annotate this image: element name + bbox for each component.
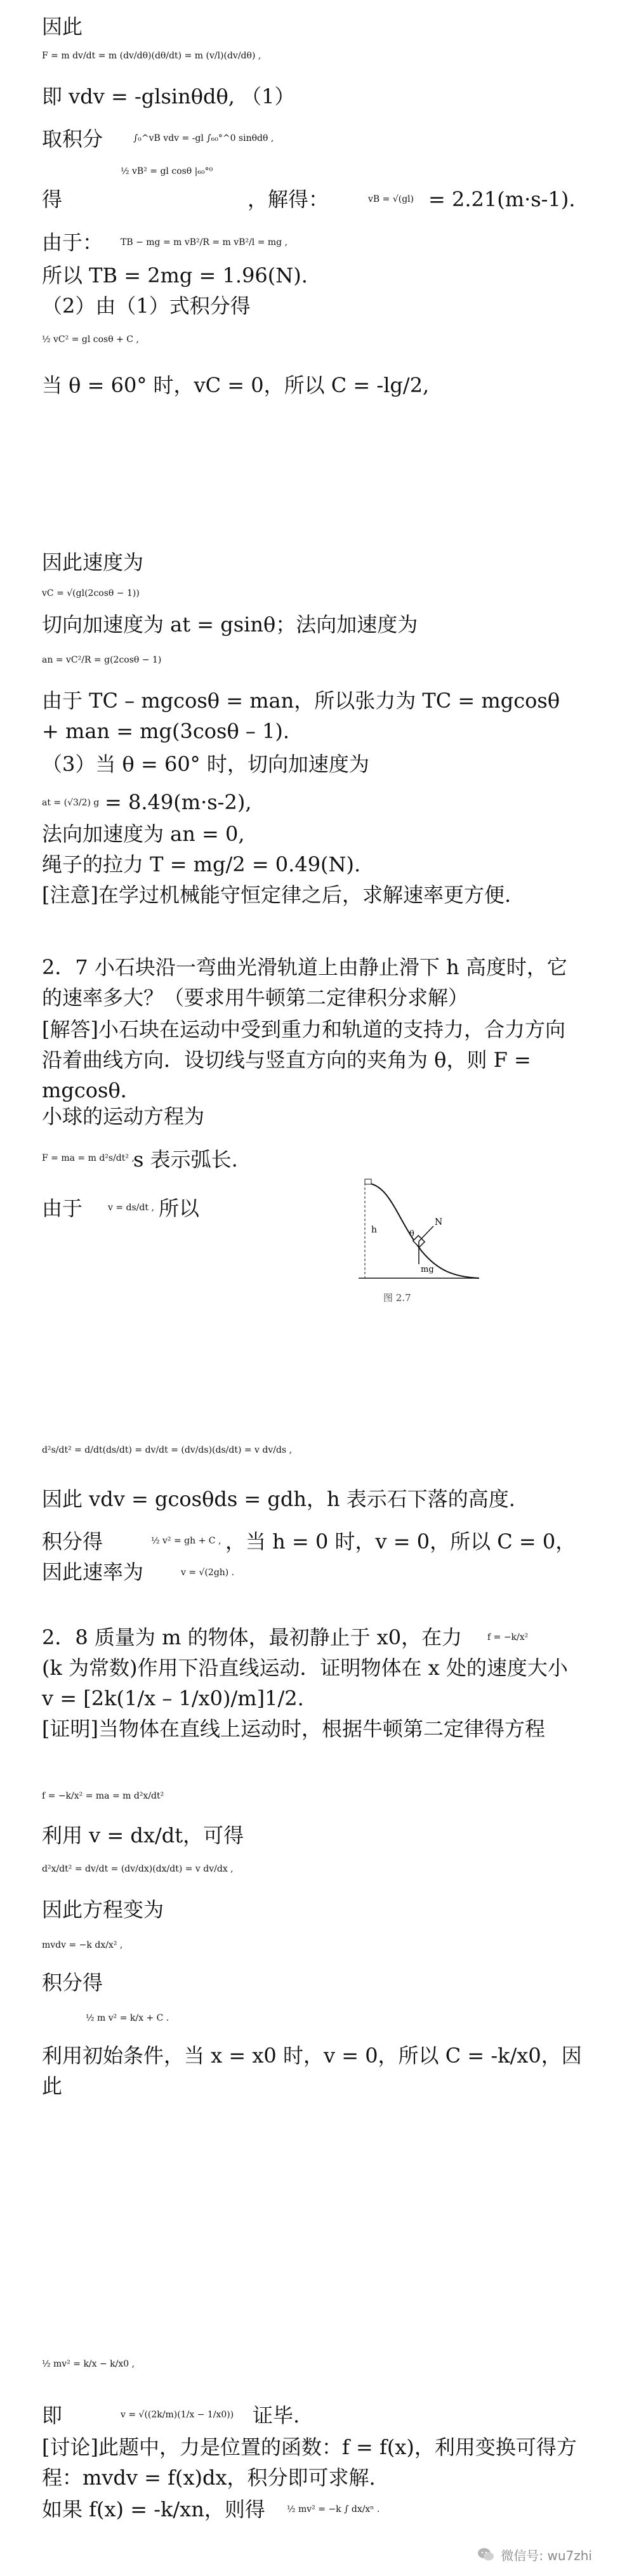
formula: ½ m v² = k/x + C .: [86, 2013, 169, 2023]
curved-track: [365, 1183, 479, 1278]
watermark-text: 微信号: wu7zhi: [501, 2547, 592, 2563]
formula: d²x/dt² = dv/dt = (dv/dx)(dx/dt) = v dv/dx ,: [42, 1864, 234, 1874]
track-figure: [352, 1175, 485, 1290]
formula: F = m dv/dt = m (dv/dθ)(dθ/dt) = m (v/l)(dv/dθ) ,: [42, 51, 261, 61]
formula: v = √((2k/m)(1/x − 1/x0)): [121, 2410, 234, 2420]
formula: at = (√3/2) g: [42, 798, 100, 808]
text-line: 当 θ = 60° 时，vC = 0，所以 C = -lg/2,: [42, 373, 430, 397]
formula: TB − mg = m vB²/R = m vB²/l = mg ,: [121, 237, 288, 248]
label-h: h: [371, 1225, 378, 1235]
text-line: [注意]在学过机械能守恒定律之后，求解速率更方便.: [42, 883, 511, 907]
text-line: 由于 TC – mgcosθ = man，所以张力为 TC = mgcosθ + man = mg(3cosθ – 1).: [42, 689, 560, 743]
text-line: = 8.49(m·s-2),: [105, 790, 252, 814]
text-line: ，当 h = 0 时，v = 0，所以 C = 0，: [225, 1529, 576, 1554]
formula: an = vC²/R = g(2cosθ − 1): [42, 655, 162, 665]
formula: f = −k/x² = ma = m d²x/dt²: [42, 1791, 164, 1801]
text-line: s 表示弧长.: [133, 1147, 238, 1172]
text-line: 利用初始条件，当 x = x0 时，v = 0，所以 C = -k/x0，因此: [42, 2044, 582, 2098]
formula: ½ mv² = k/x − k/x0 ,: [42, 2359, 135, 2369]
text-line: ，解得：: [247, 187, 329, 211]
formula: F = ma = m d²s/dt² ,: [42, 1153, 135, 1163]
text-line: 因此 vdv = gcosθds = gdh，h 表示石下落的高度.: [42, 1487, 515, 1511]
text-line: 因此方程变为: [42, 1898, 164, 1922]
text-line: 因此速率为: [42, 1560, 144, 1584]
text-line: (k 为常数)作用下沿直线运动．证明物体在 x 处的速度大小 v = [2k(1/x – 1/x0)/m]1/2.: [42, 1656, 568, 1710]
text-line: 小球的运动方程为: [42, 1104, 205, 1128]
label-mg: mg: [421, 1265, 434, 1274]
wechat-icon: [477, 2545, 496, 2564]
formula: ½ vB² = gl cosθ |₆₀°⁰: [121, 166, 213, 176]
formula: ∫₀^vB vdv = -gl ∫₆₀°^0 sinθdθ ,: [133, 133, 274, 143]
text-line: 绳子的拉力 T = mg/2 = 0.49(N).: [42, 852, 361, 876]
text-line: 由于: [42, 1196, 83, 1220]
problem-heading: 2．7 小石块沿一弯曲光滑轨道上由静止滑下 h 高度时，它的速率多大？（要求用牛顿第二定律积分求解）: [42, 955, 567, 1010]
formula: f = −k/x²: [487, 1632, 529, 1642]
start-block: [365, 1179, 371, 1184]
normal-arrow: [419, 1226, 433, 1241]
label-n: N: [435, 1217, 443, 1227]
text-line: 积分得: [42, 1529, 103, 1554]
text-line: 即 vdv = -glsinθdθ, （1）: [42, 84, 295, 109]
text-line: （3）当 θ = 60° 时，切向加速度为: [42, 752, 369, 776]
text-line: 所以 TB = 2mg = 1.96(N).: [42, 263, 308, 287]
text-line: 证毕.: [253, 2403, 300, 2427]
text-line: 切向加速度为 at = gsinθ；法向加速度为: [42, 612, 418, 637]
formula: ½ v² = gh + C ,: [151, 1536, 221, 1546]
text-line: 利用 v = dx/dt，可得: [42, 1823, 244, 1847]
text-line: 即: [42, 2403, 63, 2427]
text-line: 法向加速度为 an = 0,: [42, 822, 245, 846]
text-line: 因此: [42, 15, 83, 39]
label-theta: θ: [409, 1229, 414, 1239]
problem-heading: 2．8 质量为 m 的物体，最初静止于 x0，在力: [42, 1625, 463, 1649]
text-line: = 2.21(m·s-1).: [428, 187, 576, 211]
text-line: 如果 f(x) = -k/xn，则得: [42, 2497, 265, 2521]
text-line: 因此速度为: [42, 550, 144, 574]
text-line: 积分得: [42, 1971, 103, 1995]
formula: vB = √(gl): [368, 194, 414, 204]
formula: d²s/dt² = d/dt(ds/dt) = dv/dt = (dv/ds)(ds/dt) = v dv/ds ,: [42, 1445, 293, 1455]
text-line: 得: [42, 187, 63, 211]
text-line: 取积分: [42, 127, 103, 151]
watermark: [477, 2545, 592, 2564]
formula: v = ds/dt ,: [108, 1203, 154, 1213]
text-line: [讨论]此题中，力是位置的函数：f = f(x)，利用变换可得方程：mvdv = f(x)dx，积分即可求解.: [42, 2435, 577, 2490]
formula: vC = √(gl(2cosθ − 1)): [42, 588, 140, 598]
text-line: [证明]当物体在直线上运动时，根据牛顿第二定律得方程: [42, 1717, 545, 1741]
formula: mvdv = −k dx/x² ,: [42, 1940, 123, 1950]
formula: v = √(2gh) .: [181, 1568, 235, 1578]
formula: ½ vC² = gl cosθ + C ,: [42, 334, 139, 345]
text-line: （2）由（1）式积分得: [42, 294, 251, 318]
text-line: [解答]小石块在运动中受到重力和轨道的支持力，合力方向沿着曲线方向．设切线与竖直方向的夹角为 θ，则 F = mgcosθ．: [42, 1017, 565, 1102]
formula: ½ mv² = −k ∫ dx/xⁿ .: [287, 2504, 380, 2514]
figure-caption: 图 2.7: [383, 1292, 411, 1304]
text-line: 由于：: [42, 230, 103, 254]
text-line: 所以: [159, 1196, 200, 1220]
